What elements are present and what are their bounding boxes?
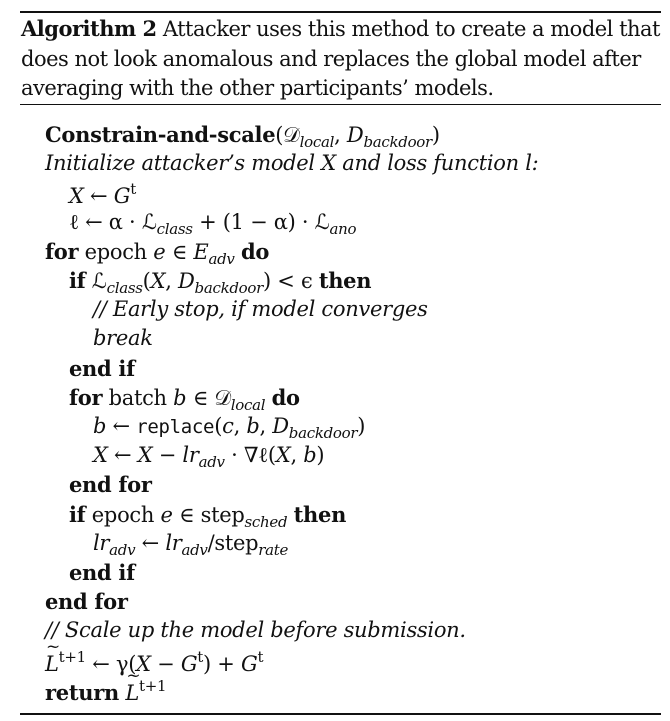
algorithm-line-5: for epoch e ∈ $E_{adv}$ do (45, 238, 270, 268)
algorithm-line-6: if ℒ$_{class}$(X, $D_{backdoor}) < \epsilon$ then (69, 268, 372, 297)
algorithm-line-1: Constrain-and-scale(𝒟$_{local}$, $D_{backdoor}$) (45, 122, 440, 151)
algorithm-label: Algorithm 2 (21, 16, 157, 41)
top-rule (20, 11, 661, 13)
algorithm-line-7: // Early stop, if model converges (93, 297, 428, 322)
algorithm-line-2: Initialize attacker’s model X and loss function l: (45, 151, 539, 176)
algorithm-line-19: ~ $L^{t+1}$ ← $\gamma(X - G^t) + G^t$ (45, 648, 263, 676)
caption-rule (20, 104, 661, 105)
algorithm-line-14: if epoch e ∈ step$_{sched}$ then (69, 501, 347, 531)
algorithm-line-9: end if (69, 355, 135, 381)
algorithm-line-4: ℓ ← α · ℒ$_{class}$ + (1 − α) · ℒ$_{ano}$ (69, 209, 357, 238)
algorithm-line-13: end for (69, 472, 152, 498)
algorithm-line-11: b ← replace(c, b, $D_{backdoor}$) (93, 414, 366, 442)
algorithm-line-16: end if (69, 560, 135, 585)
algorithm-caption (21, 14, 661, 104)
algorithm-line-3: X ← $G^t$ (69, 180, 136, 209)
algorithm-line-17: end for (45, 589, 128, 615)
algorithm-line-8: break (93, 326, 153, 351)
caption-text: Attacker uses this method to create a model that does not look anomalous and replaces the global model after averaging with the other participants’ models. (21, 17, 660, 100)
bottom-rule (20, 713, 661, 715)
algorithm-line-10: for batch b ∈ 𝒟$_{local}$ do (69, 384, 300, 414)
algorithm-line-12: X ← $X - lr_{adv}$ · ∇ℓ(X, b) (93, 443, 325, 472)
algorithm-line-18: // Scale up the model before submission. (45, 618, 466, 643)
algorithm-line-20: return ~ $L^{t+1}$ (45, 677, 166, 705)
algorithm-line-15: $lr_{adv}$ ← $lr_{adv}/step_{rate}$ (93, 530, 289, 559)
